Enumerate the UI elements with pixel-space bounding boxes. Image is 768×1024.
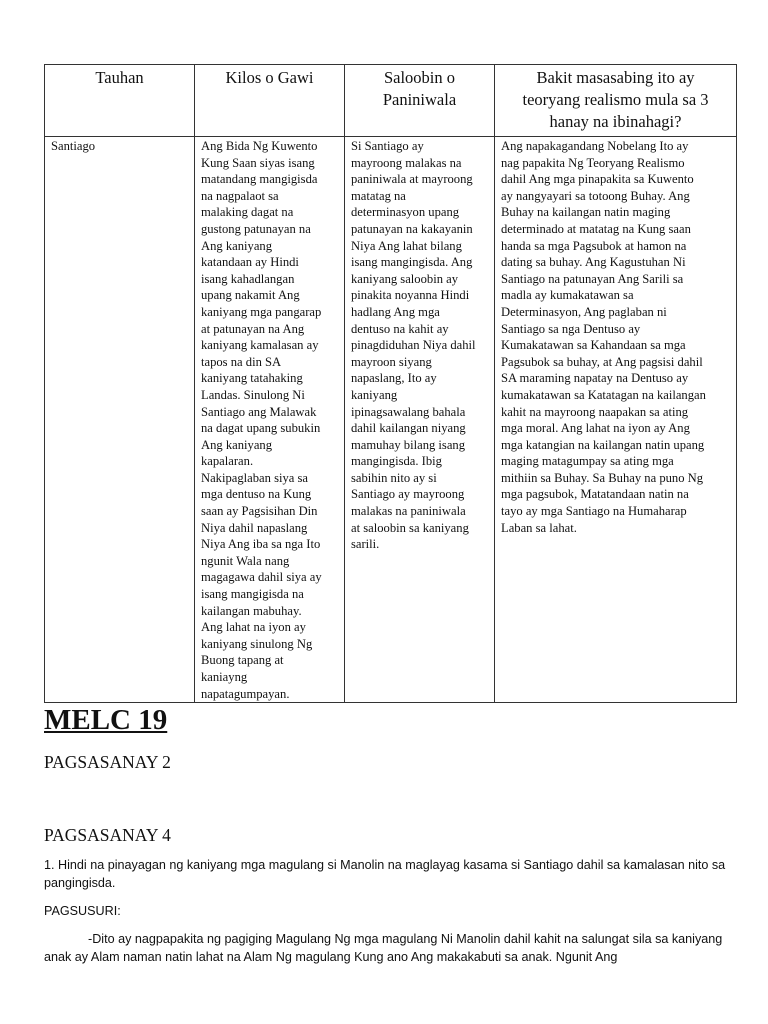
- header-bakit-realismo: Bakit masasabing ito ay teoryang realismo mula sa 3 hanay na ibinahagi?: [495, 65, 737, 137]
- cell-kilos-o-gawi: Ang Bida Ng Kuwento Kung Saan siyas isang matandang mangigisda na nagpalaot sa malaking dagat na gustong patunayan na Ang kaniyang katandaan ay Hindi isang kahadlangan upang nakamit Ang kaniyang mga pangarap at patunayan na Ang kaniyang kamalasan ay tapos na din SA kaniyang tatahaking Landas. Sinulong Ni Santiago ang Malawak na dagat upang subukin Ang kaniyang kapalaran. Nakipaglaban siya sa mga dentuso na Kung saan ay Pagsisihan Din Niya dahil napaslang Niya Ang iba sa nga Ito ngunit Wala nang magagawa dahil siya ay isang mangigisda na kailangan mabuhay. Ang lahat na iyon ay kaniyang sinulong Ng Buong tapang at kaniayng napatagumpayan.: [195, 137, 345, 703]
- item-1-text: 1. Hindi na pinayagan ng kaniyang mga magulang si Manolin na maglayag kasama si Santiago dahil sa kamalasan nito sa pangingisda.: [44, 858, 726, 890]
- analysis-table: [44, 64, 737, 703]
- pagsusuri-paragraph: -Dito ay nagpapakita ng pagiging Magulang Ng mga magulang Ni Manolin dahil kahit na salungat sila sa kaniyang anak ay Alam naman natin lahat na Alam Ng magulang Kung ano Ang makakabuti sa anak. Ngunit Ang: [44, 932, 723, 964]
- cell-tauhan: Santiago: [45, 137, 195, 703]
- pagsasanay-2-heading: PAGSASANAY 2: [44, 752, 171, 772]
- table-header-row: [45, 65, 737, 137]
- pagsusuri-label: PAGSUSURI:: [44, 904, 121, 918]
- cell-bakit-realismo: Ang napakagandang Nobelang Ito ay nag papakita Ng Teoryang Realismo dahil Ang mga pinapakita sa Kuwento ay nangyayari sa totoong Buhay. Ang Buhay na kailangan natin maging determinado at matatag na Kung saan handa sa mga Pagsubok at hamon na dating sa buhay. Ang Kagustuhan Ni Santiago na patunayan Ang Sarili sa madla ay kumakatawan sa Determinasyon, Ang paglaban ni Santiago sa nga Dentuso ay Kumakatawan sa Kahandaan sa mga Pagsubok sa buhay, at Ang pagsisi dahil SA maraming napatay na Dentuso ay kumakatawan sa Katatagan na kailangan kahit na mayroong naapakan sa ating mga moral. Ang lahat na iyon ay Ang mga katangian na kailangan natin upang maging matagumpay sa ating mga mithiin sa Buhay. Sa Buhay na puno Ng mga pagsubok, Matatandaan natin na tayo ay mga Santiago na Humaharap Laban sa lahat.: [495, 137, 737, 703]
- cell-saloobin: Si Santiago ay mayroong malakas na paniniwala at mayroong matatag na determinasyon upang patunayan na kakayanin Niya Ang lahat bilang isang mangingisda. Ang kaniyang saloobin ay pinakita noyanna Hindi hadlang Ang mga dentuso na kahit ay pinagdiduhan Niya dahil mayroon siyang napaslang, Ito ay kaniyang ipinagsawalang bahala dahil kailangan niyang mamuhay bilang isang mangingisda. Ibig sabihin nito ay si Santiago ay mayroong malakas na paniniwala at saloobin sa kaniyang sarili.: [345, 137, 495, 703]
- header-kilos-o-gawi: Kilos o Gawi: [195, 65, 345, 137]
- pagsasanay-4-heading: PAGSASANAY 4: [44, 825, 171, 845]
- melc-heading: MELC 19: [44, 704, 168, 736]
- header-tauhan: Tauhan: [45, 65, 195, 137]
- table-row: [45, 137, 737, 703]
- header-saloobin-o-paniniwala: Saloobin o Paniniwala: [345, 65, 495, 137]
